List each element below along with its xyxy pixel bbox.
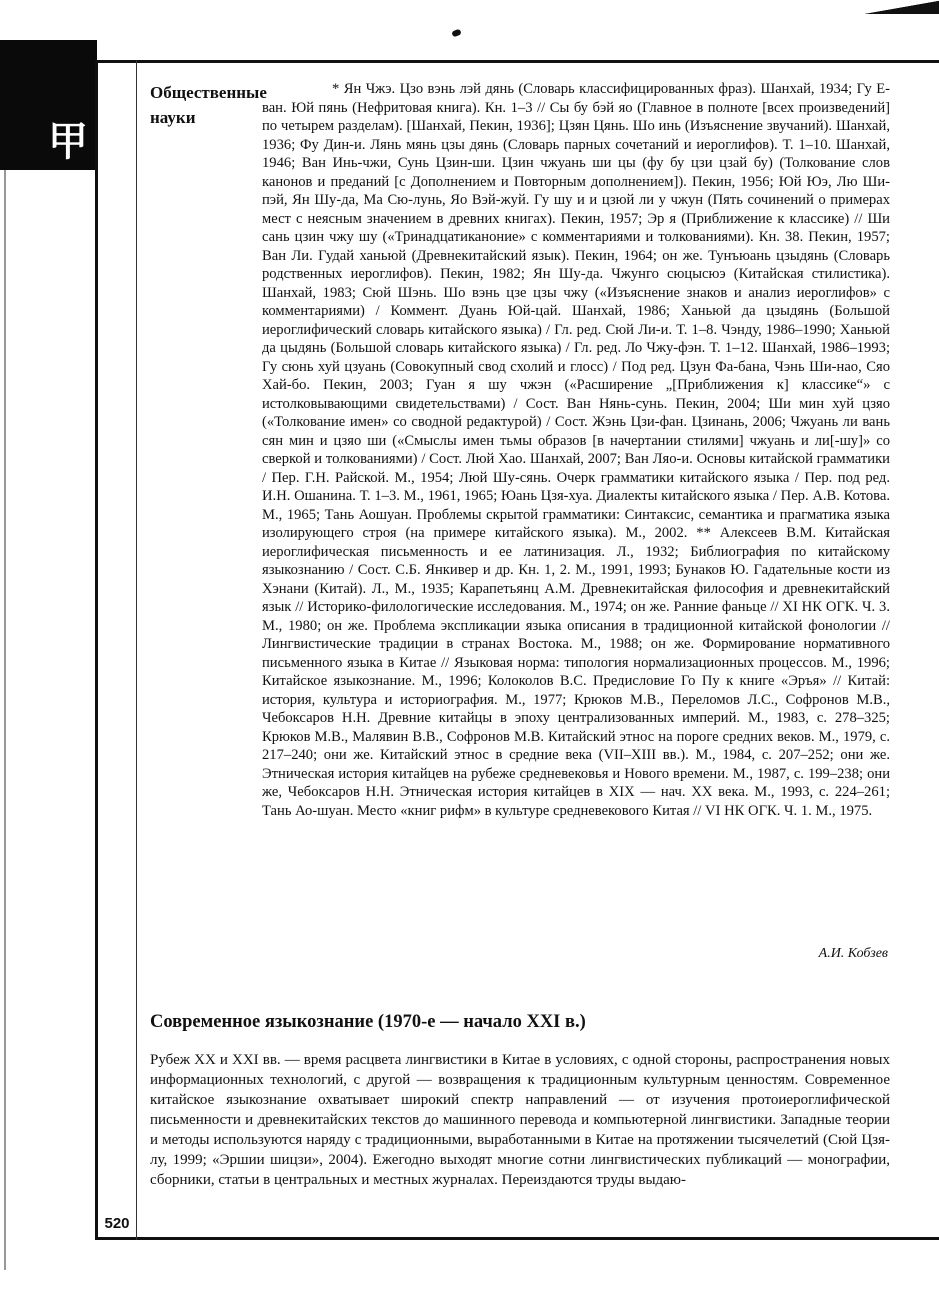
frame-bottom-rule [95,1237,939,1240]
frame-left-rule [95,60,98,1240]
printer-mark [451,29,462,38]
bibliography-text: * Ян Чжэ. Цзо вэнь лэй дянь (Словарь классифицированных фраз). Шанхай, 1934; Гу Е-ван. Юй пянь (Нефритовая книга). Кн. 1–3 // Сы бу бэй яо (Главное в полноте [всех произведений] по четырем разделам). [Шанхай, Пекин, 1936]; Цзян Цянь. Шо инь (Изъяснение звучаний). Шанхай, 1936; Фу Дин-и. Лянь мянь цзы дянь (Словарь парных сочетаний и иероглифов). Т. 1–10. Шанхай, 1946; Ван Инь-чжи, Сунь Цзин-ши. Цзин чжуань ши цы (фу бу цзи цзай бу) (Толкование слов канонов и преданий [с Дополнением и Повторным дополнением]). Пекин, 1956; Юй Юэ, Лю Ши-пэй, Ян Шу-да, Ма Сю-лунь, Яо Вэй-жуй. Гу шу и и цзюй ли у чжун (Пять сочинений о примерах мест с неясным значением в древних книгах). Пекин, 1957; Эр я (Приближение к классике) // Ши сань цзин чжу шу («Тринадцатиканоние» с комментариями и толкованиями). Кн. 38. Пекин, 1957; Ван Ли. Гудай ханьюй (Древнекитайский язык). Пекин, 1964; он же. Тунъюань цзыдянь (Словарь родственных иероглифов). Пекин, 1982; Ян Шу-да. Чжунго сюцысюэ (Китайская стилистика). Шанхай, 1983; Сюй Шэнь. Шо вэнь цзе цзы чжу («Изъяснение знаков и анализ иероглифов» с комментариями) / Коммент. Дуань Юй-цай. Шанхай, 1986; Ханьюй да цзыдянь (Большой иероглифический словарь китайского языка) / Гл. ред. Сюй Ли-и. Т. 1–8. Чэнду, 1986–1990; Ханьюй да цыдянь (Большой словарь китайского языка) / Гл. ред. Ло Чжу-фэн. Т. 1–12. Шанхай, 1986–1993; Гу сюнь хуй цзуань (Совокупный свод схолий и глосс) / Под ред. Цзун Фа-бана, Чэнь Ши-нао, Сяо Хай-бо. Пекин, 2003; Гуан я шу чжэн («Расширение „[Приближения к] классике“» с истолковывающими свидетельствами) / Сост. Ван Нянь-сунь. Пекин, 2004; Ши мин хуй цзяо («Толкование имен» со сводной редактурой) / Сост. Жэнь Цзи-фан. Цзинань, 2006; Чжуань ли вань сян мин и цзяо ши («Смыслы имен тьмы образов [в начертании стилями] чжуань и ли[-шу]» со сверкой и толкованиями) / Сост. Люй Хао. Шанхай, 2007; Ван Ляо-и. Основы китайской грамматики / Пер. Г.Н. Райской. М., 1954; Люй Шу-сянь. Очерк грамматики китайского языка / Пер. под ред. И.Н. Ошанина. Т. 1–3. М., 1961, 1965; Юань Цзя-хуа. Диалекты китайского языка / Пер. А.В. Котова. М., 1965; Тань Аошуан. Проблемы скрытой грамматики: Синтаксис, семантика и прагматика языка изолирующего строя (на примере китайского языка). М., 2002. ** Алексеев В.М. Китайская иероглифическая письменность и ее латинизация. Л., 1932; Библиография по китайскому языкознанию / Сост. С.Б. Янкивер и др. Кн. 1, 2. М., 1991, 1993; Бунаков Ю. Гадательные кости из Хэнани (Китай). Л., М., 1935; Карапетьянц А.М. Древнекитайская философия и древнекитайский язык // Историко-филологические исследования. М., 1974; он же. Ранние фаньце // XI НК ОГК. Ч. 3. М., 1980; он же. Проблема экспликации языка описания в традиционной китайской фонологии // Лингвистические традиции в странах Востока. М., 1988; он же. Формирование нормативного письменного языка в Китае // Языковая норма: типология нормализационных процессов. М., 1996; Китайское языкознание. М., 1996; Колоколов В.С. Предисловие Го Пу к книге «Эръя» // Китай: история, культура и историография. М., 1977; Крюков М.В., Переломов Л.С., Софронов М.В., Чебоксаров Н.Н. Древние китайцы в эпоху централизованных империй. М., 1983, с. 278–325; Крюков М.В., Малявин В.В., Софронов М.В. Китайский этнос на пороге средних веков. М., 1979, с. 217–240; они же. Китайский этнос в средние века (VII–XIII вв.). М., 1984, с. 207–252; они же. Этническая история китайцев на рубеже средневековья и Нового времени. М., 1987, с. 199–238; они же, Чебоксаров Н.Н. Этническая история китайцев в XIX — нач. XX века. М., 1993, с. 224–261; Тань Ао-шуан. Место «книг рифм» в культуре средневекового Китая // VI НК ОГК. Ч. 1. М., 1975. [262,81,890,819]
body-paragraph: Рубеж XX и XXI вв. — время расцвета лингвистики в Китае в условиях, с одной стороны, распространения новых информационных технологий, с другой — возвращения к традиционным культурным ценностям. Современное китайское языкознание охватывает широкий спектр направлений — от изучения протоиероглифической письменности и древнекитайских текстов до машинного перевода и компьютерной лингвистики. Западные теории и методы используются наряду с традиционными, выработанными в Китае на протяжении тысячелетий (Сюй Цзя-лу, 1999; «Эршии шицзи», 2004). Ежегодно выходят многие сотни лингвистических публикаций — монографии, сборники, статьи в центральных и местных журналах. Переиздаются труды выдаю- [150,1052,890,1188]
frame-top-rule [95,60,939,63]
corner-mark [850,0,939,14]
side-heading: Общественные науки [150,83,267,127]
section-title: Современное языкознание (1970-е — начало XXI в.) [150,1012,586,1032]
inner-margin-rule [136,60,137,1240]
author-signature: А.И. Кобзев [818,946,888,961]
left-edge-rule [4,170,6,1270]
bibliography-block [262,80,890,820]
margin-tab [0,40,97,170]
page-number: 520 [104,1215,130,1232]
chinese-character-jia-icon: 甲 [48,119,88,164]
